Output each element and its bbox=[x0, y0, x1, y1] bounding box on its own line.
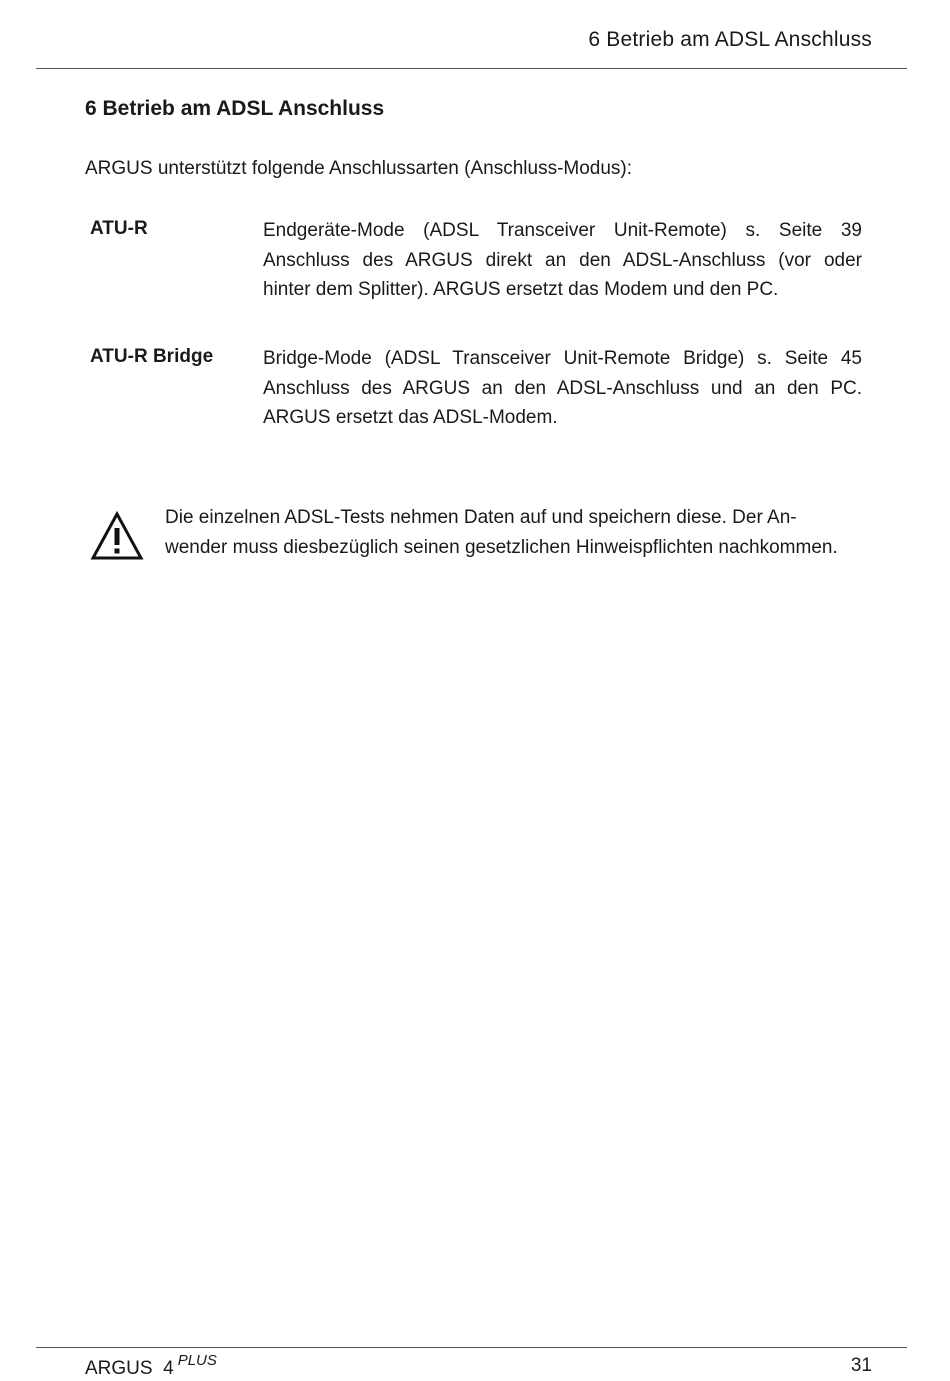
description-line: hinter dem Splitter). ARGUS ersetzt das Modem und den PC. bbox=[263, 279, 779, 300]
mode-description bbox=[263, 344, 862, 433]
running-header: 6 Betrieb am ADSL Anschluss bbox=[588, 28, 872, 51]
page-number: 31 bbox=[850, 1355, 872, 1376]
description-line: Anschluss des ARGUS direkt an den ADSL-Anschluss (vor oder bbox=[263, 249, 862, 271]
footer-rule bbox=[36, 1347, 907, 1348]
mode-term: ATU-R Bridge bbox=[90, 346, 214, 367]
warning-triangle-icon bbox=[90, 511, 144, 561]
product-name: ARGUS 4 bbox=[85, 1358, 174, 1379]
footer-product-name bbox=[85, 1352, 217, 1380]
description-line: Bridge-Mode (ADSL Transceiver Unit-Remote Bridge) s. Seite 45 bbox=[263, 348, 862, 369]
header-rule bbox=[36, 68, 907, 69]
note-line: wender muss diesbezüglich seinen gesetzlichen Hinweispflichten nachkommen. bbox=[165, 536, 838, 558]
mode-description bbox=[263, 216, 862, 305]
product-suffix: PLUS bbox=[177, 1352, 217, 1369]
description-line: ARGUS ersetzt das ADSL-Modem. bbox=[263, 407, 558, 428]
note-text bbox=[165, 503, 865, 562]
intro-text: ARGUS unterstützt folgende Anschlussarten (Anschluss-Modus): bbox=[85, 158, 633, 179]
section-title: 6 Betrieb am ADSL Anschluss bbox=[85, 97, 385, 120]
description-line: Anschluss des ARGUS an den ADSL-Anschluss und an den PC. bbox=[263, 377, 862, 399]
note-line: Die einzelnen ADSL-Tests nehmen Daten auf und speichern diese. Der An- bbox=[165, 507, 797, 528]
mode-term: ATU-R bbox=[90, 218, 148, 239]
description-line: Endgeräte-Mode (ADSL Transceiver Unit-Remote) s. Seite 39 bbox=[263, 220, 862, 241]
